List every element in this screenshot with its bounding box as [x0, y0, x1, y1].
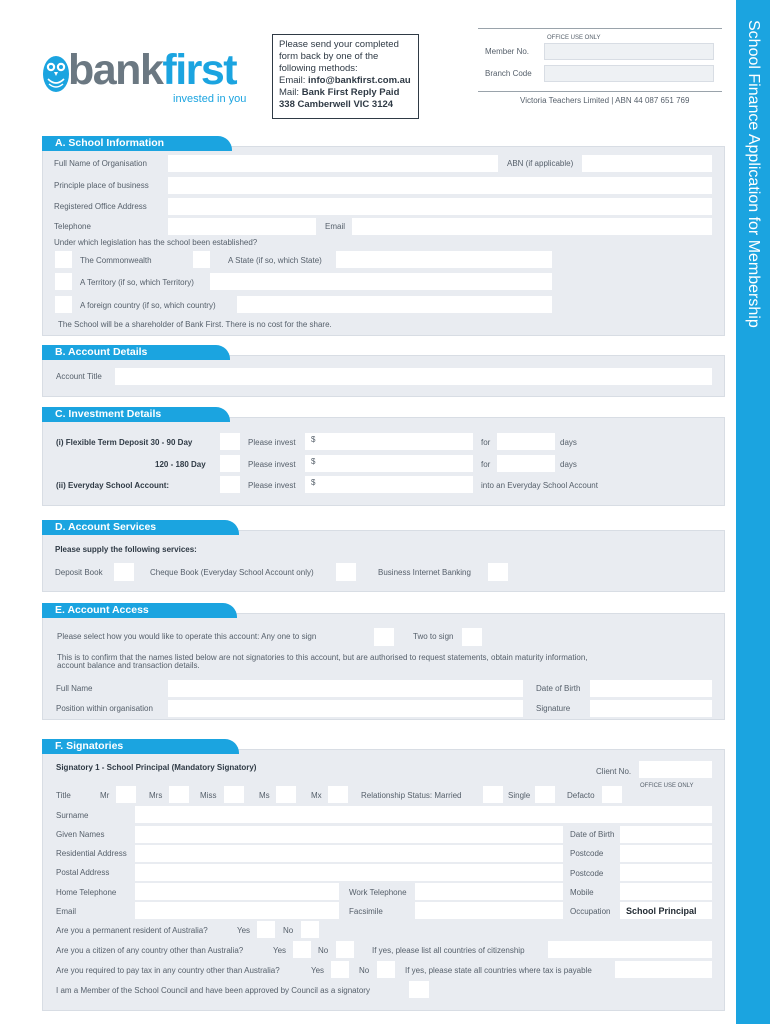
shareholder-note: The School will be a shareholder of Bank First. There is no cost for the share. — [58, 320, 332, 329]
tax-yes-label: Yes — [311, 966, 325, 975]
section-a-title: A. School Information — [42, 136, 232, 151]
client-office-use-label: OFFICE USE ONLY — [640, 783, 694, 789]
home-telephone-label: Home Telephone — [56, 888, 117, 897]
for-label-2: for — [481, 460, 491, 469]
foreign-country-label: A foreign country (if so, which country) — [80, 301, 216, 310]
tax-list-label: If yes, please state all countries where tax is payable — [405, 966, 592, 975]
registered-office-label: Registered Office Address — [54, 202, 147, 211]
facsimile-field[interactable] — [415, 902, 563, 919]
section-f-title: F. Signatories — [42, 739, 239, 754]
member-no-label: Member No. — [485, 47, 530, 56]
legislation-question: Under which legislation has the school been established? — [54, 238, 258, 247]
mrs-checkbox[interactable] — [169, 786, 189, 803]
abn-label: ABN (if applicable) — [507, 159, 574, 168]
branch-code-label: Branch Code — [485, 69, 532, 78]
mr-label: Mr — [100, 791, 110, 800]
work-telephone-field[interactable] — [415, 883, 563, 900]
foreign-country-field[interactable] — [237, 296, 552, 313]
access-signature-field[interactable] — [590, 700, 712, 717]
principal-place-field[interactable] — [168, 177, 712, 194]
work-telephone-label: Work Telephone — [349, 888, 407, 897]
days-field-2[interactable] — [497, 455, 555, 472]
two-to-sign-checkbox[interactable] — [462, 628, 482, 646]
tax-yes-checkbox[interactable] — [331, 961, 349, 978]
resident-question: Are you a permanent resident of Australia? — [56, 926, 208, 935]
section-d-title: D. Account Services — [42, 520, 239, 535]
any-one-to-sign-checkbox[interactable] — [374, 628, 394, 646]
surname-field[interactable] — [135, 806, 712, 823]
section-c-title: C. Investment Details — [42, 407, 230, 422]
commonwealth-checkbox[interactable] — [55, 251, 72, 268]
access-signature-label: Signature — [536, 704, 571, 713]
sig-dob-label: Date of Birth — [570, 830, 615, 839]
sig-email-label: Email — [56, 907, 77, 916]
full-name-org-label: Full Name of Organisation — [54, 159, 147, 168]
surname-label: Surname — [56, 811, 89, 820]
registered-office-field[interactable] — [168, 198, 712, 215]
tax-countries-field[interactable] — [615, 961, 712, 978]
mx-label: Mx — [311, 791, 322, 800]
miss-label: Miss — [200, 791, 217, 800]
res-postcode-label: Postcode — [570, 849, 604, 858]
section-b-title: B. Account Details — [42, 345, 230, 360]
supply-services-label: Please supply the following services: — [55, 545, 197, 554]
citizen-countries-field[interactable] — [548, 941, 712, 958]
section-e-title: E. Account Access — [42, 603, 237, 618]
section-account-services — [42, 530, 725, 592]
account-title-field[interactable] — [115, 368, 712, 385]
cheque-book-checkbox[interactable] — [336, 563, 356, 581]
internet-banking-label: Business Internet Banking — [378, 568, 471, 577]
occupation-field[interactable] — [620, 902, 712, 919]
commonwealth-label: The Commonwealth — [80, 256, 152, 265]
tax-no-label: No — [359, 966, 370, 975]
office-use-heading: OFFICE USE ONLY — [547, 35, 601, 41]
brand-tagline: invested in you — [173, 93, 247, 105]
citizen-no-checkbox[interactable] — [336, 941, 354, 958]
invest-amount-field-2[interactable]: $ — [305, 455, 473, 472]
postal-postcode-label: Postcode — [570, 869, 604, 878]
account-title-label: Account Title — [56, 372, 102, 381]
access-full-name-label: Full Name — [56, 684, 93, 693]
term-120-180-checkbox[interactable] — [220, 455, 240, 472]
home-telephone-field[interactable] — [135, 883, 339, 900]
client-no-field[interactable] — [639, 761, 712, 778]
mobile-label: Mobile — [570, 888, 594, 897]
citizen-list-label: If yes, please list all countries of citizenship — [372, 946, 525, 955]
resident-yes-label: Yes — [237, 926, 251, 935]
everyday-account-checkbox[interactable] — [220, 476, 240, 493]
occupation-value: School Principal — [626, 906, 697, 916]
position-field[interactable] — [168, 700, 523, 717]
facsimile-label: Facsimile — [349, 907, 383, 916]
citizen-yes-label: Yes — [273, 946, 287, 955]
confirm-text-line2: account balance and transaction details. — [57, 661, 200, 670]
citizen-question: Are you a citizen of any country other than Australia? — [56, 946, 244, 955]
telephone-label: Telephone — [54, 222, 91, 231]
resident-no-checkbox[interactable] — [301, 921, 319, 938]
signatory-1-heading: Signatory 1 - School Principal (Mandatory Signatory) — [56, 763, 257, 772]
married-checkbox[interactable] — [483, 786, 503, 803]
council-statement: I am a Member of the School Council and have been approved by Council as a signatory — [56, 986, 370, 995]
citizen-no-label: No — [318, 946, 329, 955]
invest-amount-field-1[interactable]: $ — [305, 433, 473, 450]
company-line: Victoria Teachers Limited | ABN 44 087 651 769 — [520, 96, 690, 105]
postal-address-label: Postal Address — [56, 868, 110, 877]
state-checkbox[interactable] — [193, 251, 210, 268]
res-postcode-field[interactable] — [620, 845, 712, 862]
deposit-book-checkbox[interactable] — [114, 563, 134, 581]
confirm-text-line1: This is to confirm that the names listed below are not signatories to this account, but are authorised to request statements, obtain maturity information, — [57, 653, 588, 662]
access-full-name-field[interactable] — [168, 680, 523, 697]
operate-account-label: Please select how you would like to operate this account: Any one to sign — [57, 632, 317, 641]
state-label: A State (if so, which State) — [228, 256, 322, 265]
single-checkbox[interactable] — [535, 786, 555, 803]
council-checkbox[interactable] — [409, 981, 429, 998]
citizen-yes-checkbox[interactable] — [293, 941, 311, 958]
abn-field[interactable] — [582, 155, 712, 172]
term-120-180-label: 120 - 180 Day — [155, 460, 206, 469]
deposit-book-label: Deposit Book — [55, 568, 103, 577]
resident-no-label: No — [283, 926, 294, 935]
mrs-label: Mrs — [149, 791, 163, 800]
mr-checkbox[interactable] — [116, 786, 136, 803]
ms-checkbox[interactable] — [276, 786, 296, 803]
principal-place-label: Principle place of business — [54, 181, 149, 190]
resident-yes-checkbox[interactable] — [257, 921, 275, 938]
position-label: Position within organisation — [56, 704, 153, 713]
territory-label: A Territory (if so, which Territory) — [80, 278, 194, 287]
access-dob-field[interactable] — [590, 680, 712, 697]
days-field-1[interactable] — [497, 433, 555, 450]
for-label-1: for — [481, 438, 491, 447]
internet-banking-checkbox[interactable] — [488, 563, 508, 581]
given-names-field[interactable] — [135, 826, 563, 843]
residential-address-field[interactable] — [135, 845, 563, 862]
residential-address-label: Residential Address — [56, 849, 127, 858]
please-invest-label-1: Please invest — [248, 438, 296, 447]
into-account-label: into an Everyday School Account — [481, 481, 598, 490]
foreign-country-checkbox[interactable] — [55, 296, 72, 313]
please-invest-label-2: Please invest — [248, 460, 296, 469]
email-field[interactable] — [352, 218, 712, 235]
mobile-field[interactable] — [620, 883, 712, 900]
territory-field[interactable] — [210, 273, 552, 290]
postal-address-field[interactable] — [135, 864, 563, 881]
two-to-sign-label: Two to sign — [413, 632, 454, 641]
state-field[interactable] — [336, 251, 552, 268]
postal-postcode-field[interactable] — [620, 864, 712, 881]
days-label-1: days — [560, 438, 577, 447]
telephone-field[interactable] — [168, 218, 316, 235]
everyday-school-account-label: (ii) Everyday School Account: — [56, 481, 170, 490]
send-instructions-box: Please send your completed form back by one of the following methods: Email: info@bankfirst.com.au Mail: Bank First Reply Paid 338 Camberwell VIC 3124 — [272, 34, 419, 119]
brand-logo: bankfirst — [68, 46, 237, 94]
branch-code-field[interactable] — [544, 65, 714, 82]
owl-logo-icon — [42, 53, 70, 93]
side-title: School Finance Application for Membership — [745, 20, 762, 328]
member-no-field[interactable] — [544, 43, 714, 60]
given-names-label: Given Names — [56, 830, 105, 839]
single-label: Single — [508, 791, 531, 800]
please-invest-label-3: Please invest — [248, 481, 296, 490]
access-dob-label: Date of Birth — [536, 684, 581, 693]
client-no-label: Client No. — [596, 767, 632, 776]
email-label: Email — [325, 222, 346, 231]
sig-email-field[interactable] — [135, 902, 339, 919]
invest-amount-field-3[interactable]: $ — [305, 476, 473, 493]
territory-checkbox[interactable] — [55, 273, 72, 290]
occupation-label: Occupation — [570, 907, 611, 916]
title-label: Title — [56, 791, 71, 800]
tax-no-checkbox[interactable] — [377, 961, 395, 978]
cheque-book-label: Cheque Book (Everyday School Account only) — [150, 568, 314, 577]
side-banner — [736, 0, 770, 1024]
flexible-term-30-90-label: (i) Flexible Term Deposit 30 - 90 Day — [56, 438, 193, 447]
mx-checkbox[interactable] — [328, 786, 348, 803]
tax-question: Are you required to pay tax in any country other than Australia? — [56, 966, 280, 975]
miss-checkbox[interactable] — [224, 786, 244, 803]
full-name-org-field[interactable] — [168, 155, 498, 172]
term-30-90-checkbox[interactable] — [220, 433, 240, 450]
days-label-2: days — [560, 460, 577, 469]
ms-label: Ms — [259, 791, 270, 800]
defacto-label: Defacto — [567, 791, 595, 800]
relationship-married-label: Relationship Status: Married — [361, 791, 462, 800]
defacto-checkbox[interactable] — [602, 786, 622, 803]
sig-dob-field[interactable] — [620, 826, 712, 843]
